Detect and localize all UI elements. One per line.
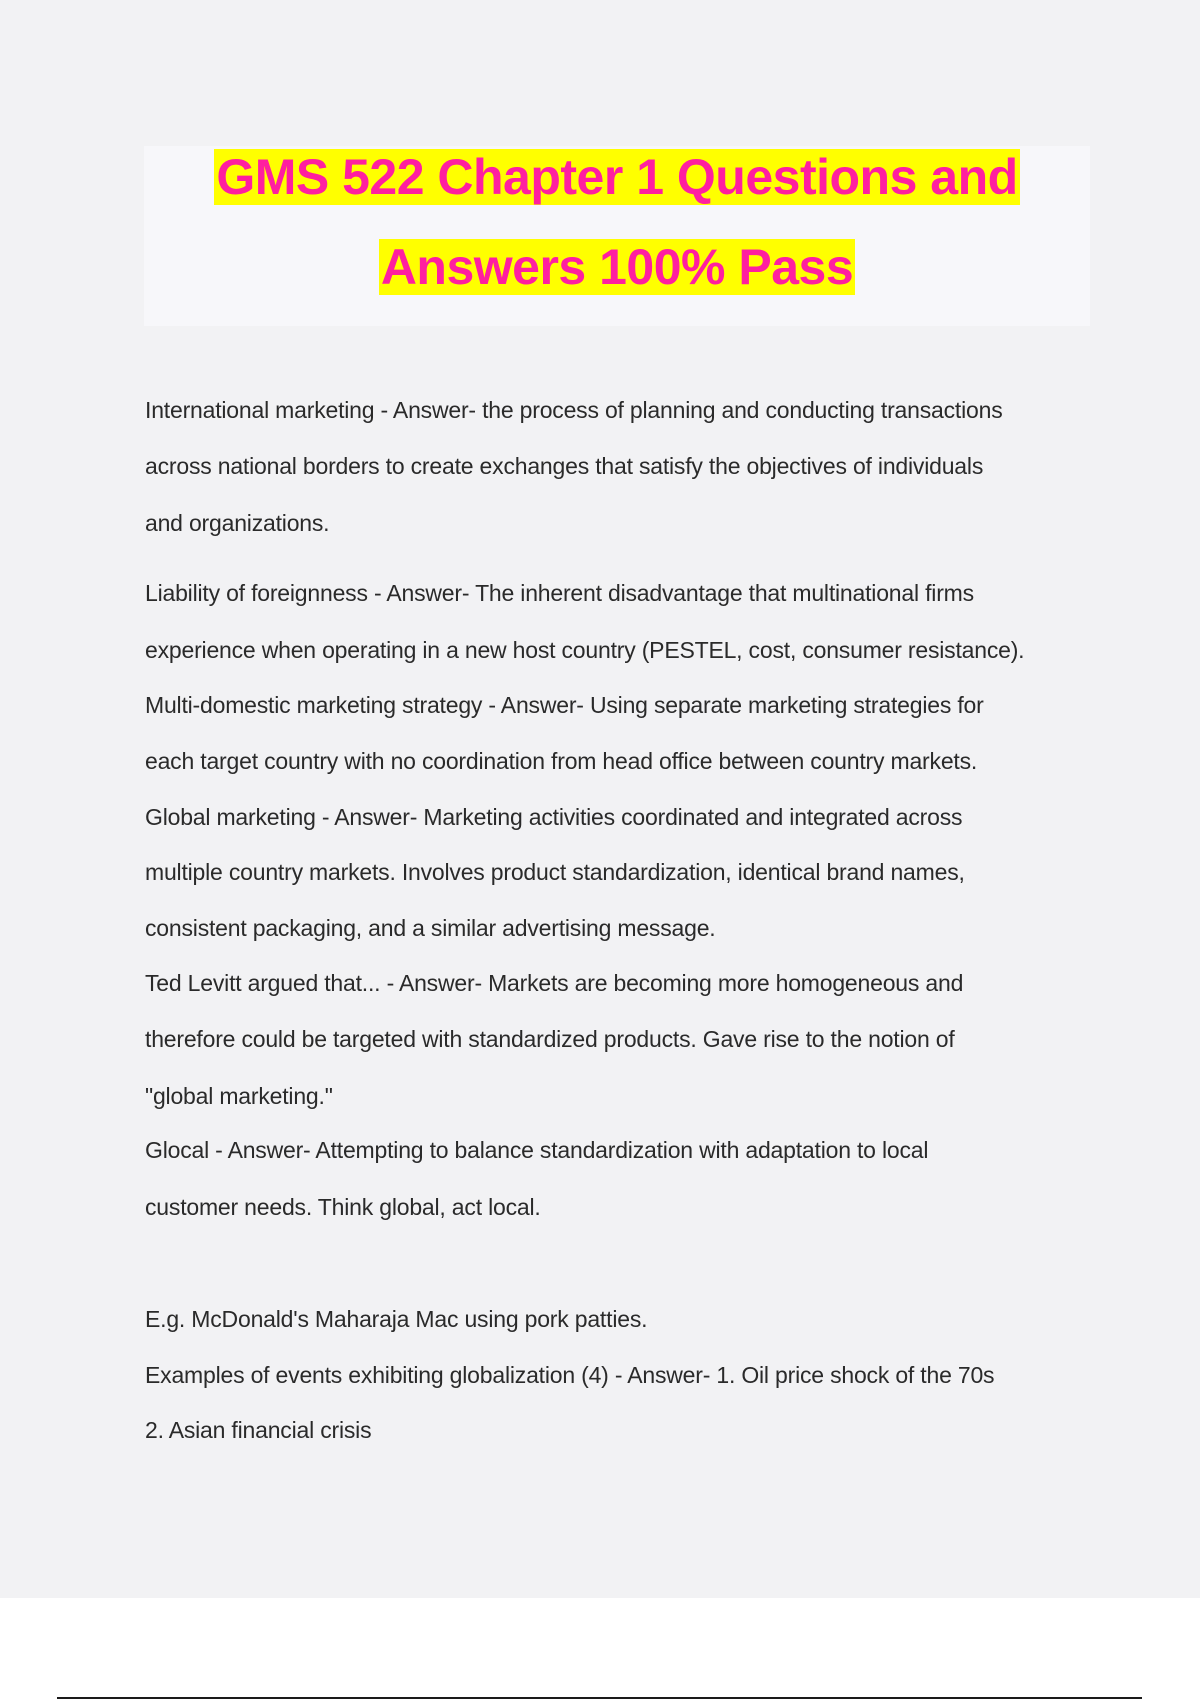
text-line: E.g. McDonald's Maharaja Mac using pork patties. [145, 1306, 648, 1332]
text-line: International marketing - Answer- the process of planning and conducting transactions [145, 397, 1003, 423]
text-line: multiple country markets. Involves product standardization, identical brand names, [145, 859, 965, 885]
text-line: and organizations. [145, 510, 330, 536]
text-line: Global marketing - Answer- Marketing activities coordinated and integrated across [145, 804, 963, 830]
text-line: across national borders to create exchanges that satisfy the objectives of individuals [145, 453, 984, 479]
page-title-line-1: GMS 522 Chapter 1 Questions and [216, 149, 1018, 205]
title-block [144, 146, 1090, 326]
text-line: customer needs. Think global, act local. [145, 1194, 541, 1220]
text-line: 2. Asian financial crisis [145, 1417, 372, 1443]
text-line: Ted Levitt argued that... - Answer- Markets are becoming more homogeneous and [145, 970, 964, 996]
text-line: Glocal - Answer- Attempting to balance standardization with adaptation to local [145, 1137, 929, 1163]
text-line: Liability of foreignness - Answer- The inherent disadvantage that multinational firms [145, 580, 974, 606]
text-line: Multi-domestic marketing strategy - Answer- Using separate marketing strategies for [145, 692, 984, 718]
text-line: Examples of events exhibiting globalization (4) - Answer- 1. Oil price shock of the 70s [145, 1362, 995, 1388]
footer-divider [57, 1697, 1142, 1699]
page-title-line-2: Answers 100% Pass [380, 239, 854, 295]
text-line: experience when operating in a new host country (PESTEL, cost, consumer resistance). [145, 637, 1025, 663]
text-line: consistent packaging, and a similar advertising message. [145, 915, 716, 941]
text-line: therefore could be targeted with standardized products. Gave rise to the notion of [145, 1026, 955, 1052]
text-line: each target country with no coordination from head office between country markets. [145, 748, 978, 774]
text-line: "global marketing." [145, 1083, 333, 1109]
